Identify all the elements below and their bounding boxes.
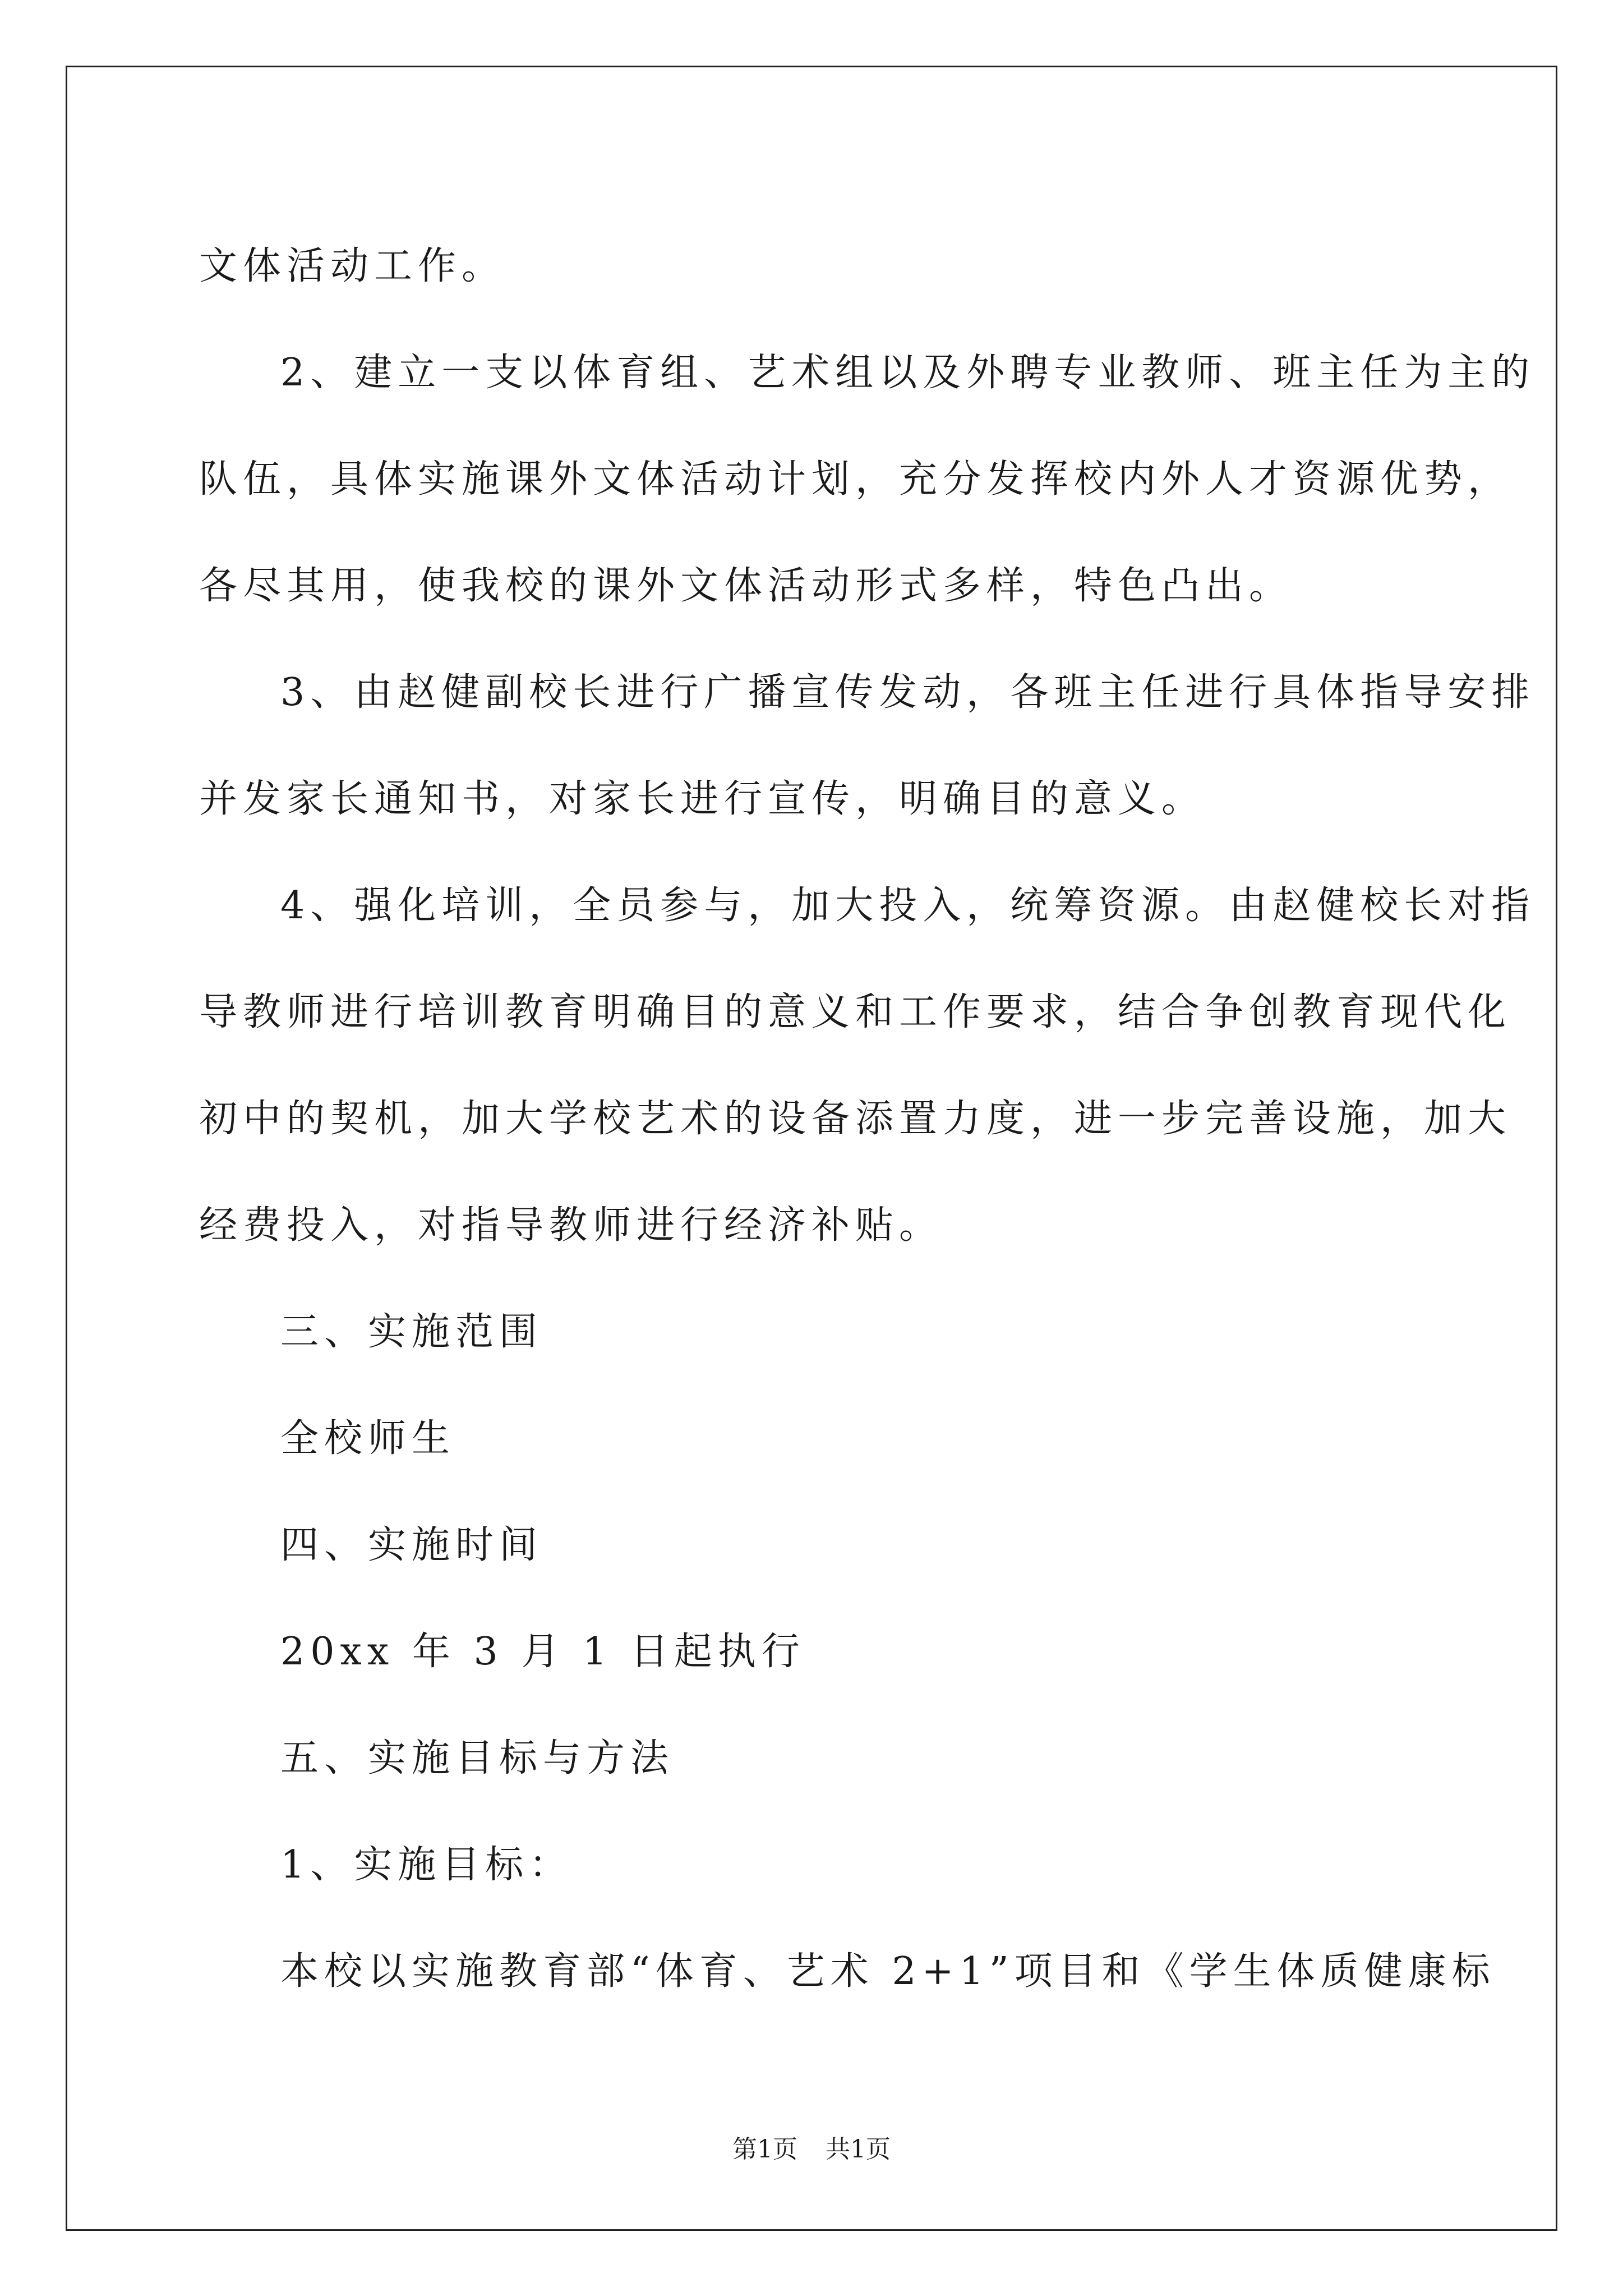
paragraph-line: 2、建立一支以体育组、艺术组以及外聘专业教师、班主任为主的	[280, 351, 1536, 395]
subsection-heading: 1、实施目标：	[280, 1843, 573, 1887]
paragraph-line: 经费投入，对指导教师进行经济补贴。	[199, 1203, 943, 1248]
paragraph-line: 导教师进行培训教育明确目的意义和工作要求，结合争创教育现代化	[199, 990, 1512, 1034]
page-number-current: 第1页	[732, 2135, 797, 2164]
paragraph-line: 4、强化培训，全员参与，加大投入，统筹资源。由赵健校长对指	[280, 884, 1536, 928]
page-number-total: 共1页	[826, 2135, 891, 2164]
paragraph-line: 本校以实施教育部“体育、艺术 2+1”项目和《学生体质健康标	[280, 1949, 1496, 1994]
section-heading: 五、实施目标与方法	[280, 1736, 675, 1780]
paragraph-line: 队伍，具体实施课外文体活动计划，充分发挥校内外人才资源优势，	[199, 457, 1512, 501]
document-body	[199, 213, 1536, 2025]
paragraph-line: 初中的契机，加大学校艺术的设备添置力度，进一步完善设施，加大	[199, 1097, 1512, 1141]
section-heading: 四、实施时间	[280, 1523, 543, 1567]
page-footer	[0, 2129, 1623, 2165]
paragraph-line: 全校师生	[280, 1416, 456, 1461]
paragraph-line: 文体活动工作。	[199, 244, 506, 288]
paragraph-line: 3、由赵健副校长进行广播宣传发动，各班主任进行具体指导安排	[280, 670, 1536, 715]
paragraph-line: 并发家长通知书，对家长进行宣传，明确目的意义。	[199, 777, 1206, 821]
section-heading: 三、实施范围	[280, 1310, 543, 1354]
paragraph-line: 各尽其用，使我校的课外文体活动形式多样，特色凸出。	[199, 564, 1293, 608]
paragraph-line: 20xx 年 3 月 1 日起执行	[280, 1630, 805, 1674]
